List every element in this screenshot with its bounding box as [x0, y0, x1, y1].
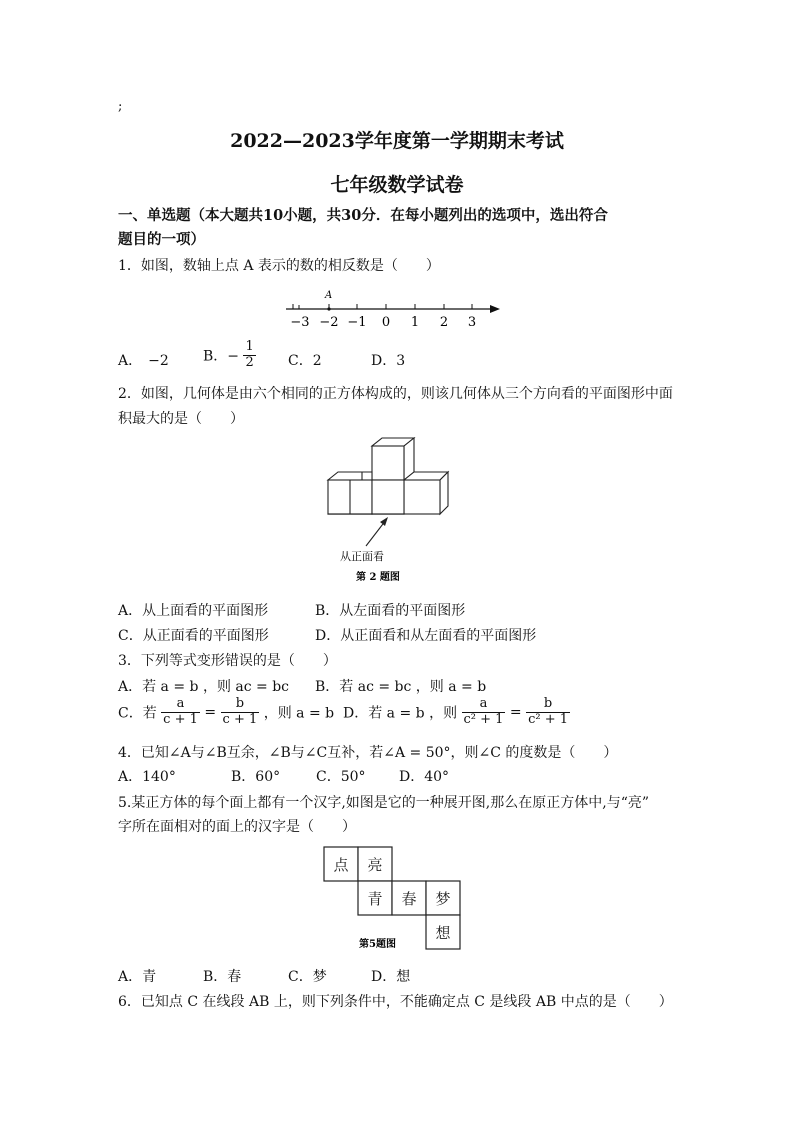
section-heading-line2: 题目的一项） — [118, 231, 205, 248]
fraction-denominator: c² + 1 — [463, 711, 504, 727]
tick-label: 2 — [439, 315, 449, 329]
cube-top-face — [328, 472, 372, 480]
cube-net-diagram — [323, 846, 463, 958]
fraction-numerator: 1 — [245, 339, 254, 354]
net-char: 想 — [435, 924, 451, 942]
equals-sign: = — [509, 704, 522, 721]
exam-title: 2022—2023学年度第一学期期末考试 — [230, 130, 564, 152]
equals-sign: = — [204, 704, 217, 721]
tick-label: −2 — [319, 315, 339, 329]
net-char: 青 — [367, 890, 383, 908]
fraction-numerator: b — [235, 696, 245, 711]
q4-stem: 4．已知∠A与∠B互余，∠B与∠C互补，若∠A = 50°，则∠C 的度数是（ ） — [118, 745, 618, 761]
q2-stem-line2: 积最大的是（ ） — [118, 411, 244, 427]
q1-option-b-label: B．− — [203, 348, 240, 365]
net-char: 春 — [401, 890, 417, 908]
q1-stem: 1．如图，数轴上点 A 表示的数的相反数是（ ） — [118, 258, 440, 274]
tick-label: −1 — [347, 315, 367, 329]
q1-option-d: D．3 — [371, 353, 406, 369]
view-arrow-head — [380, 517, 388, 526]
q3-option-d-prefix: D．若 a = b ，则 — [343, 705, 458, 722]
q3-option-d — [343, 697, 570, 728]
q2-option-c: C．从正面看的平面图形 — [118, 628, 269, 644]
fraction-denominator: c² + 1 — [528, 711, 569, 727]
q1-option-c: C．2 — [288, 353, 322, 369]
number-line — [284, 283, 506, 329]
q3-option-c-suffix: ，则 a = b — [263, 705, 335, 722]
q4-option-c: C．50° — [316, 769, 366, 785]
q1-option-b-fraction — [243, 340, 255, 371]
q5-option-d: D．想 — [371, 969, 411, 985]
q3-option-c-fraction-right — [221, 697, 260, 728]
cube-front-face — [404, 480, 440, 514]
q5-option-b: B．春 — [203, 969, 242, 985]
tick-label: 1 — [410, 315, 420, 329]
q2-figure-label: 从正面看 — [340, 550, 384, 563]
q5-option-a: A．青 — [118, 969, 157, 985]
fraction-denominator: 2 — [245, 354, 254, 370]
q4-option-a: A．140° — [118, 769, 176, 785]
q3-option-d-fraction-left — [462, 697, 506, 728]
cube-stack-diagram — [318, 432, 468, 592]
exam-subtitle: 七年级数学试卷 — [330, 174, 464, 196]
fraction-denominator: c + 1 — [163, 711, 198, 727]
q1-option-a — [118, 350, 169, 370]
q2-figure-caption: 第 2 题图 — [356, 572, 400, 583]
q2-option-a: A．从上面看的平面图形 — [118, 603, 269, 619]
q3-option-c-prefix: C．若 — [118, 705, 157, 722]
q1-option-b — [203, 340, 256, 371]
q2-cube-figure — [318, 432, 468, 592]
tick-label: −3 — [290, 315, 310, 329]
cube-front-face — [372, 446, 404, 480]
q5-cube-net-figure — [323, 846, 463, 958]
q4-option-b: B．60° — [231, 769, 281, 785]
q3-option-c-fraction-left — [161, 697, 200, 728]
net-char: 点 — [333, 856, 349, 874]
q6-stem: 6．已知点 C 在线段 AB 上，则下列条件中，不能确定点 C 是线段 AB 中点的是（ ） — [118, 994, 673, 1010]
q4-option-d: D．40° — [399, 769, 450, 785]
q2-option-d: D．从正面看和从左面看的平面图形 — [315, 628, 537, 644]
fraction-numerator: a — [479, 696, 488, 711]
fraction-numerator: b — [543, 696, 553, 711]
q3-option-c — [118, 697, 334, 728]
net-char: 亮 — [367, 856, 383, 874]
fraction-numerator: a — [176, 696, 185, 711]
tick-label: 3 — [467, 315, 477, 329]
cube-front-face — [372, 480, 404, 514]
q3-stem: 3．下列等式变形错误的是（ ） — [118, 653, 337, 669]
cube-side-face — [440, 472, 448, 514]
number-line-arrow — [490, 305, 500, 313]
q2-option-b: B．从左面看的平面图形 — [315, 603, 466, 619]
section-heading-line1: 一、单选题（本大题共10小题，共30分．在每小题列出的选项中，选出符合 — [118, 207, 608, 224]
q1-number-line-figure — [284, 283, 506, 329]
q5-stem-line2: 字所在面相对的面上的汉字是（ ） — [118, 819, 356, 835]
fraction-denominator: c + 1 — [222, 711, 258, 727]
q1-option-a-label: A． — [118, 353, 143, 369]
q3-option-d-fraction-right — [526, 697, 570, 728]
q3-option-a: A．若 a = b ，则 ac = bc — [118, 679, 290, 695]
q5-stem-line1: 5.某正方体的每个面上都有一个汉字,如图是它的一种展开图,那么在原正方体中,与“亮” — [118, 795, 650, 811]
stray-mark: ; — [118, 99, 123, 114]
q1-option-a-value: −2 — [148, 353, 169, 369]
point-a-label: A — [325, 290, 333, 301]
net-char: 梦 — [435, 890, 451, 908]
tick-label: 0 — [381, 315, 391, 329]
point-a-dot — [327, 307, 330, 310]
q2-stem-line1: 2．如图，几何体是由六个相同的正方体构成的，则该几何体从三个方向看的平面图形中面 — [118, 386, 673, 402]
q5-option-c: C．梦 — [288, 969, 327, 985]
q3-option-b: B．若 ac = bc ，则 a = b — [315, 679, 487, 695]
q5-figure-caption: 第5题图 — [359, 939, 396, 950]
